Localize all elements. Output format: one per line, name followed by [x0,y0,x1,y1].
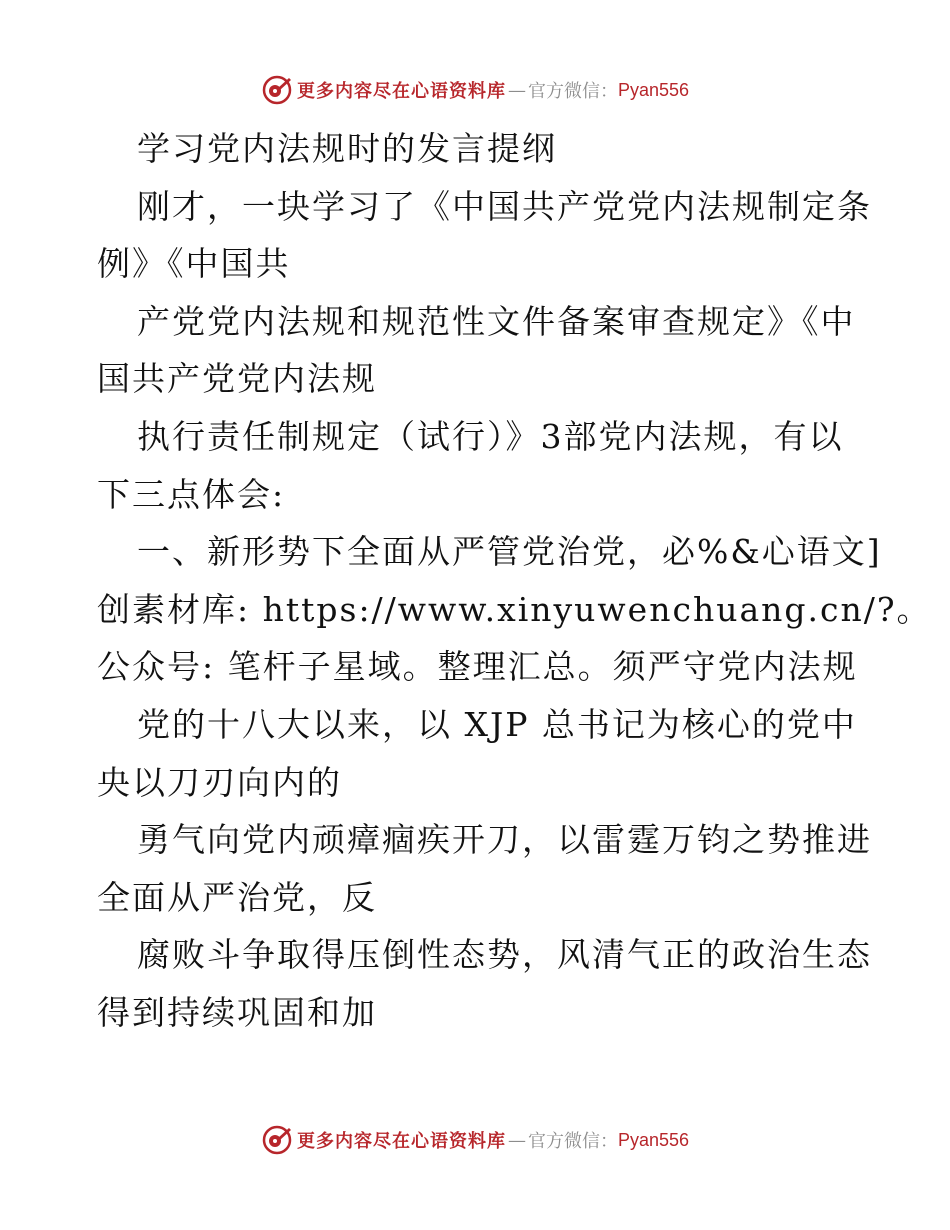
paragraph-line: 公众号: 笔杆子星域。整理汇总。须严守党内法规 [97,647,858,687]
paragraph-line: 刚才，一块学习了《中国共产党党内法规制定条 [137,186,872,226]
banner-text: 更多内容尽在心语资料库 [296,1131,506,1152]
paragraph-line: 产党党内法规和规范性文件备案审查规定》《中 [137,301,856,341]
banner-wechat-id: Pyan556 [617,1129,690,1150]
paragraph-line: 全面从严治党，反 [97,877,377,917]
pen-circle-logo-icon [261,1124,293,1156]
paragraph-line: 得到持续巩固和加 [97,992,377,1032]
paragraph-line: 下三点体会: [97,474,286,514]
banner-separator: — [507,79,526,101]
paragraph-line: 勇气向党内顽瘴痼疾开刀，以雷霆万钧之势推进 [137,820,872,860]
banner-separator: — [507,1129,526,1151]
paragraph-line: 国共产党党内法规 [97,359,377,399]
pen-circle-logo-icon [261,74,293,106]
paragraph-line: 执行责任制规定（试行）》3部党内法规，有以 [137,416,844,456]
header-banner [0,70,950,110]
paragraph-line: 例》《中国共 [97,244,291,284]
paragraph-line: 央以刀刃向内的 [97,762,342,802]
banner-wechat-label: 官方微信： [527,1131,618,1152]
paragraph-line: 党的十八大以来，以 XJP 总书记为核心的党中 [137,704,857,744]
paragraph-line: 一、新形势下全面从严管党治党，必%&心语文] [137,532,882,572]
document-body [97,120,932,1042]
paragraph-line: 腐败斗争取得压倒性态势，风清气正的政治生态 [137,935,872,975]
footer-banner [0,1120,950,1160]
banner-wechat-id: Pyan556 [617,79,690,100]
banner-wechat-label: 官方微信： [527,81,618,102]
banner-text: 更多内容尽在心语资料库 [296,81,506,102]
document-title: 学习党内法规时的发言提纲 [137,129,557,168]
paragraph-line: 创素材库: https://www.xinyuwenchuang.cn/?。 [97,589,932,629]
